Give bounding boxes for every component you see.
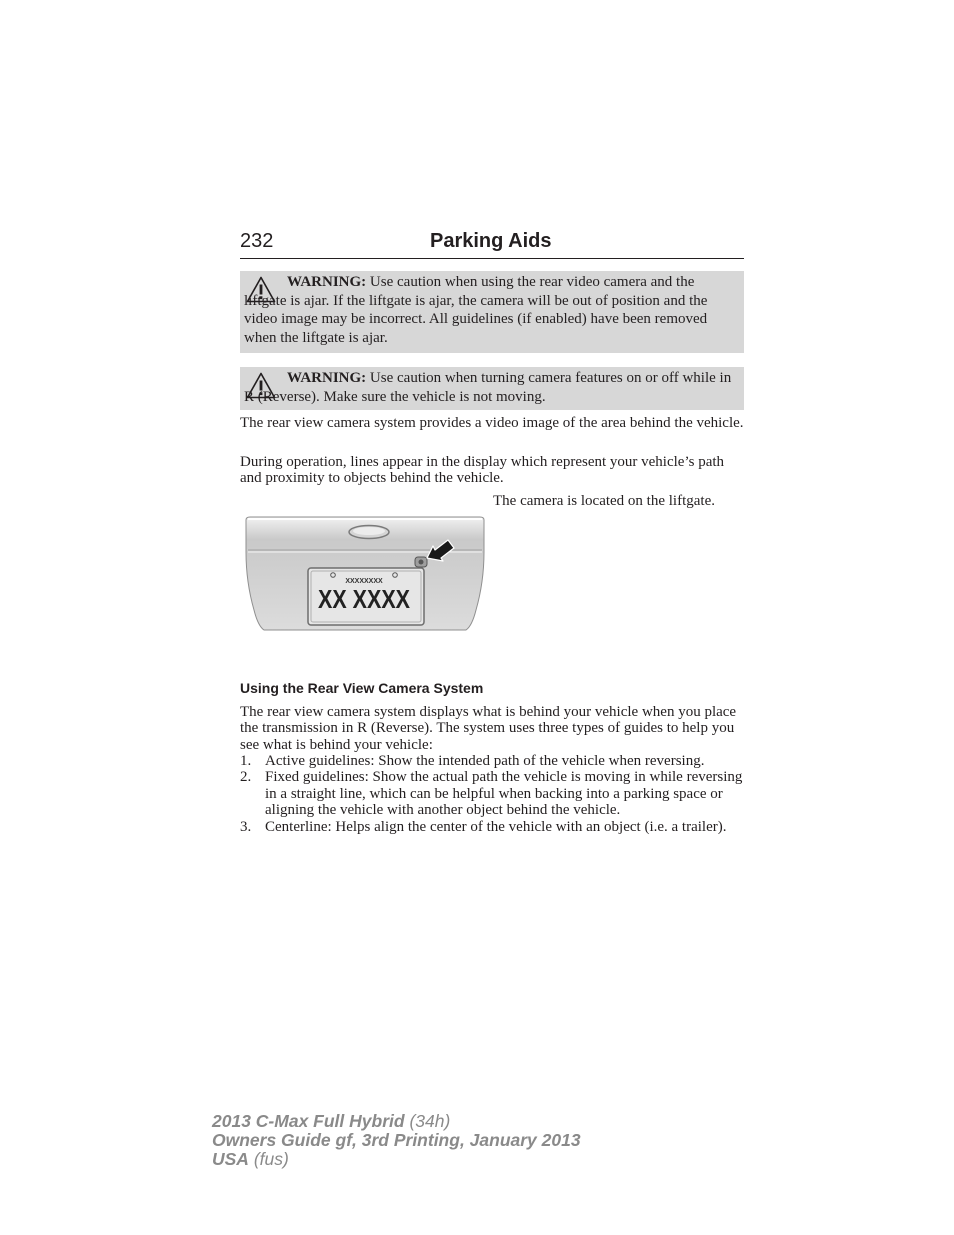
- list-item-number: 1.: [240, 753, 252, 769]
- list-item-number: 3.: [240, 818, 252, 835]
- list-item: [240, 753, 744, 769]
- footer-market: USA: [212, 1149, 249, 1170]
- camera-lens-icon: [415, 557, 427, 567]
- guide-types-list: [240, 753, 744, 835]
- list-item-text: Active guidelines: Show the intended path of the vehicle when reversing.: [265, 753, 705, 769]
- warning-label: WARNING:: [287, 274, 367, 290]
- list-item-text: Fixed guidelines: Show the actual path the vehicle is moving in while reversing in a straight line, which can be helpful when backing into a parking space or aligning the vehicle with another object behind the vehicle.: [265, 769, 743, 819]
- liftgate-camera-illustration: [244, 492, 486, 640]
- footer-line-model: [212, 1112, 581, 1131]
- list-item: [240, 769, 744, 818]
- list-item-text: Centerline: Helps align the center of the vehicle with an object (i.e. a trailer).: [265, 818, 727, 835]
- page-header: [240, 230, 744, 259]
- warning-body: Use caution when using the rear video camera and the liftgate is ajar. If the liftgate is ajar, the camera will be out of position and the video image may be incorrect. All guidelines (if enabled) have been removed when the liftgate is ajar.: [244, 274, 708, 347]
- warning-text: [244, 273, 740, 348]
- license-plate: [308, 568, 424, 625]
- subheading: Using the Rear View Camera System: [240, 680, 484, 696]
- figure-caption: The camera is located on the liftgate.: [493, 493, 715, 509]
- warning-box-liftgate: [240, 271, 744, 353]
- footer-model: 2013 C-Max Full Hybrid: [212, 1111, 405, 1131]
- section-title: Parking Aids: [430, 230, 552, 252]
- intro-paragraph: The rear view camera system provides a video image of the area behind the vehicle.: [240, 415, 744, 431]
- plate-small-text: XXXXXXXX: [345, 578, 383, 585]
- footer-line-printing: [212, 1131, 581, 1150]
- page-number: 232: [240, 230, 274, 252]
- list-item: [240, 819, 744, 835]
- list-item-number: 2.: [240, 769, 252, 786]
- warning-label: WARNING:: [287, 370, 367, 386]
- footer-line-market: [212, 1150, 581, 1169]
- usage-paragraph: The rear view camera system displays what is behind your vehicle when you place the transmission in R (Reverse). The system uses three types of guides to help you see what is behind your vehicle:: [240, 704, 737, 753]
- warning-body: Use caution when turning camera features on or off while in R (Reverse). Make sure the vehicle is not moving.: [244, 370, 732, 405]
- operation-paragraph: During operation, lines appear in the display which represent your vehicle’s path and proximity to objects behind the vehicle.: [240, 454, 725, 487]
- warning-box-reverse: [240, 367, 744, 410]
- warning-text: [244, 369, 740, 406]
- footer-market-code: (fus): [253, 1149, 289, 1170]
- liftgate-handle: [349, 526, 389, 539]
- plate-large-text: XX XXXX: [318, 584, 411, 614]
- footer-model-code: (34h): [409, 1111, 451, 1131]
- footer-printing: Owners Guide gf, 3rd Printing, January 2013: [212, 1130, 581, 1151]
- page-footer: [212, 1112, 581, 1170]
